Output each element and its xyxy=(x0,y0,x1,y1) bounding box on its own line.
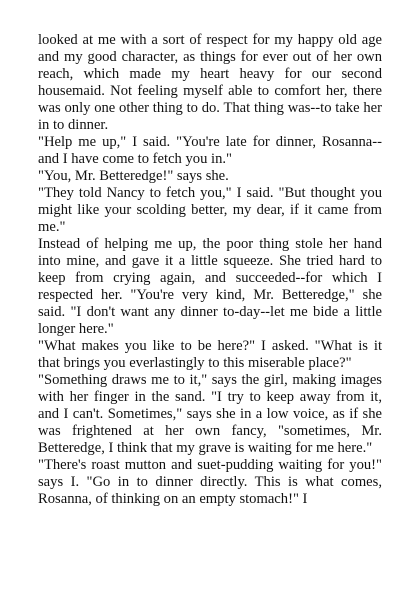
paragraph-6: "What makes you like to be here?" I asked. "What is it that brings you everlastingly to this miserable place?" xyxy=(38,338,382,371)
paragraph-1: looked at me with a sort of respect for my happy old age and my good character, as things for ever out of her own reach, which made my heart heavy for our second housemaid. Not feeling myself able to comfort her, there was only one other thing to do. That thing was--to take her in to dinner. xyxy=(38,32,382,133)
paragraph-3: "You, Mr. Betteredge!" says she. xyxy=(38,168,229,184)
paragraph-7: "Something draws me to it," says the girl, making images with her finger in the sand. "I try to keep away from it, and I can't. Sometimes," says she in a low voice, as if she was frightened at her own fancy, "sometimes, Mr. Betteredge, I think that my grave is waiting for me here." xyxy=(38,372,382,456)
paragraph-2: "Help me up," I said. "You're late for dinner, Rosanna--and I have come to fetch you in." xyxy=(38,134,382,167)
paragraph-8: "There's roast mutton and suet-pudding waiting for you!" says I. "Go in to dinner directly. This is what comes, Rosanna, of thinking on an empty stomach!" I xyxy=(38,457,382,507)
paragraph-4: "They told Nancy to fetch you," I said. "But thought you might like your scolding better, my dear, if it came from me." xyxy=(38,185,382,235)
paragraph-5: Instead of helping me up, the poor thing stole her hand into mine, and gave it a little squeeze. She tried hard to keep from crying again, and succeeded--for which I respected her. "You're very kind, Mr. Betteredge," she said. "I don't want any dinner to-day--let me bide a little longer here." xyxy=(38,236,382,337)
document-page xyxy=(38,32,382,508)
